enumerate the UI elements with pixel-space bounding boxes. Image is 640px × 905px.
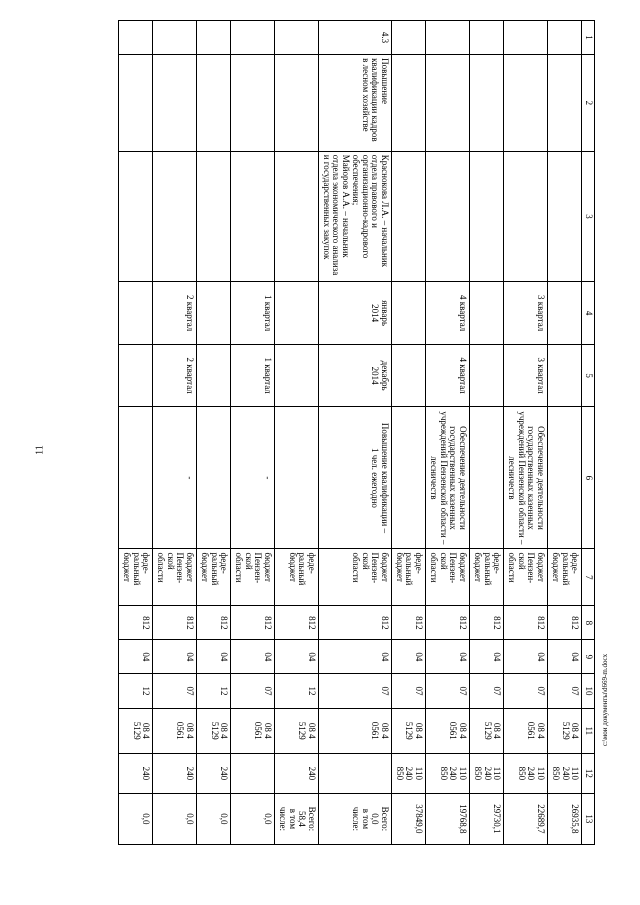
table-cell: 29730,1 bbox=[470, 793, 504, 844]
table-cell: 04 bbox=[153, 640, 197, 674]
table-cell: феде- ральный бюджет bbox=[470, 549, 504, 606]
table-cell: 2 квартал bbox=[153, 344, 197, 407]
table-cell: 110 240 850 bbox=[392, 754, 426, 794]
table-cell bbox=[504, 21, 548, 55]
table-row bbox=[319, 21, 392, 845]
column-number-cell: 1 bbox=[582, 21, 595, 55]
table-cell: 240 bbox=[119, 754, 153, 794]
table-cell: 110 240 850 bbox=[470, 754, 504, 794]
table-cell bbox=[548, 407, 582, 549]
table-cell: 08 4 0561 bbox=[231, 708, 275, 753]
table-cell: Обеспечение деятельности государственных казенных учреждений Пензенской области – лесничеств bbox=[504, 407, 548, 549]
table-cell: 04 bbox=[319, 640, 392, 674]
table-cell: 07 bbox=[548, 674, 582, 708]
table-cell: 12 bbox=[119, 674, 153, 708]
budget-table bbox=[118, 20, 595, 845]
table-row bbox=[504, 21, 548, 845]
table-cell bbox=[548, 21, 582, 55]
table-cell bbox=[275, 344, 319, 407]
table-cell: Всего: 58,4 в том числе: bbox=[275, 793, 319, 844]
footer-file-path: c:\мои документы\d669-m.docx bbox=[601, 653, 609, 747]
table-cell bbox=[392, 344, 426, 407]
table-cell: 240 bbox=[153, 754, 197, 794]
table-cell bbox=[392, 55, 426, 152]
table-cell bbox=[119, 344, 153, 407]
table-cell bbox=[275, 21, 319, 55]
table-cell: феде- ральный бюджет bbox=[275, 549, 319, 606]
column-number-cell: 5 bbox=[582, 344, 595, 407]
table-cell: 07 bbox=[470, 674, 504, 708]
table-cell bbox=[426, 55, 470, 152]
table-cell bbox=[504, 151, 548, 282]
table-cell bbox=[426, 151, 470, 282]
table-cell: 812 bbox=[119, 606, 153, 640]
table-cell bbox=[275, 55, 319, 152]
table-cell: Повышение квалификации – 1 чел. ежегодно bbox=[319, 407, 392, 549]
column-number-cell: 11 bbox=[582, 708, 595, 753]
table-cell: 812 bbox=[275, 606, 319, 640]
table-cell bbox=[231, 21, 275, 55]
table-cell: 07 bbox=[504, 674, 548, 708]
table-cell bbox=[119, 21, 153, 55]
table-cell: 04 bbox=[197, 640, 231, 674]
table-cell bbox=[392, 407, 426, 549]
table-cell: бюджет Пензен- ской области bbox=[153, 549, 197, 606]
table-cell: 0,0 bbox=[153, 793, 197, 844]
table-cell: 04 bbox=[504, 640, 548, 674]
table-cell bbox=[153, 55, 197, 152]
table-cell: бюджет Пензен- ской области bbox=[231, 549, 275, 606]
table-cell: 04 bbox=[119, 640, 153, 674]
table-cell: 4.3 bbox=[319, 21, 392, 55]
table-cell bbox=[504, 55, 548, 152]
table-cell: 08 4 0561 bbox=[504, 708, 548, 753]
column-number-cell: 10 bbox=[582, 674, 595, 708]
table-cell: Краснокова Л.А. – начальник отдела правового и организационно-кадрового обеспечения; Майоров А.А. – начальник отдела экономического анализа и государственных закупок bbox=[319, 151, 392, 282]
table-cell: 08 4 5129 bbox=[197, 708, 231, 753]
table-cell bbox=[197, 21, 231, 55]
table-cell: 812 bbox=[153, 606, 197, 640]
table-cell bbox=[119, 282, 153, 345]
table-cell: 07 bbox=[319, 674, 392, 708]
table-row bbox=[392, 21, 426, 845]
table-cell: 4 квартал bbox=[426, 344, 470, 407]
table-row bbox=[470, 21, 504, 845]
table-cell: 0,0 bbox=[231, 793, 275, 844]
table-cell: 04 bbox=[426, 640, 470, 674]
table-cell: 4 квартал bbox=[426, 282, 470, 345]
table-cell: бюджет Пензен- ской области bbox=[426, 549, 470, 606]
table-cell bbox=[392, 282, 426, 345]
table-cell: 110 240 850 bbox=[426, 754, 470, 794]
table-cell: 08 4 0561 bbox=[319, 708, 392, 753]
table-cell bbox=[153, 21, 197, 55]
table-cell bbox=[392, 151, 426, 282]
table-cell: феде- ральный бюджет bbox=[392, 549, 426, 606]
table-cell: декабрь 2014 bbox=[319, 344, 392, 407]
table-cell: - bbox=[231, 407, 275, 549]
column-number-cell: 2 bbox=[582, 55, 595, 152]
table-cell: 1 квартал bbox=[231, 344, 275, 407]
table-cell bbox=[119, 407, 153, 549]
table-cell: январь 2014 bbox=[319, 282, 392, 345]
column-number-cell: 9 bbox=[582, 640, 595, 674]
table-cell bbox=[197, 282, 231, 345]
table-cell: 812 bbox=[392, 606, 426, 640]
table-row bbox=[197, 21, 231, 845]
table-cell bbox=[470, 151, 504, 282]
page-number: 11 bbox=[34, 445, 46, 455]
table-cell: 08 4 5129 bbox=[275, 708, 319, 753]
table-cell bbox=[548, 282, 582, 345]
table-cell: 07 bbox=[153, 674, 197, 708]
table-row bbox=[231, 21, 275, 845]
table-cell: 26935,8 bbox=[548, 793, 582, 844]
table-cell: 08 4 5129 bbox=[392, 708, 426, 753]
rotated-table-container bbox=[65, 20, 595, 845]
table-cell: 22689,7 bbox=[504, 793, 548, 844]
table-cell: 04 bbox=[231, 640, 275, 674]
table-cell bbox=[231, 754, 275, 794]
table-cell bbox=[392, 21, 426, 55]
column-number-cell: 4 bbox=[582, 282, 595, 345]
table-cell bbox=[470, 407, 504, 549]
table-cell bbox=[319, 754, 392, 794]
table-cell: 04 bbox=[392, 640, 426, 674]
column-number-cell: 3 bbox=[582, 151, 595, 282]
table-cell: 07 bbox=[231, 674, 275, 708]
table-cell bbox=[197, 55, 231, 152]
table-cell bbox=[548, 55, 582, 152]
table-cell bbox=[119, 151, 153, 282]
table-cell: 240 bbox=[275, 754, 319, 794]
table-cell bbox=[119, 55, 153, 152]
table-cell bbox=[470, 344, 504, 407]
table-cell: Обеспечение деятельности государственных казенных учреждений Пензенской области – лесничеств bbox=[426, 407, 470, 549]
table-cell: 812 bbox=[319, 606, 392, 640]
table-cell: Всего: 0,0 в том числе: bbox=[319, 793, 392, 844]
table-cell bbox=[197, 344, 231, 407]
table-cell: 0,0 bbox=[197, 793, 231, 844]
table-cell: 08 4 0561 bbox=[153, 708, 197, 753]
table-cell bbox=[470, 55, 504, 152]
table-cell bbox=[470, 21, 504, 55]
table-cell: 2 квартал bbox=[153, 282, 197, 345]
table-cell: 812 bbox=[504, 606, 548, 640]
table-cell: бюджет Пензен- ской области bbox=[504, 549, 548, 606]
table-cell: 04 bbox=[470, 640, 504, 674]
table-cell: Повышение квалификации кадров в лесном хозяйстве bbox=[319, 55, 392, 152]
table-cell: 3 квартал bbox=[504, 282, 548, 345]
table-cell: 37849,0 bbox=[392, 793, 426, 844]
column-number-cell: 8 bbox=[582, 606, 595, 640]
table-cell: 240 bbox=[197, 754, 231, 794]
table-cell: 812 bbox=[197, 606, 231, 640]
table-cell: 08 4 5129 bbox=[548, 708, 582, 753]
table-cell: 812 bbox=[470, 606, 504, 640]
table-cell: 07 bbox=[392, 674, 426, 708]
column-number-cell: 7 bbox=[582, 549, 595, 606]
table-cell: феде- ральный бюджет bbox=[548, 549, 582, 606]
table-cell: 07 bbox=[426, 674, 470, 708]
table-cell bbox=[153, 151, 197, 282]
table-cell: 12 bbox=[275, 674, 319, 708]
table-cell: - bbox=[153, 407, 197, 549]
table-cell: 0,0 bbox=[119, 793, 153, 844]
table-cell: 08 4 5129 bbox=[470, 708, 504, 753]
table-cell: 3 квартал bbox=[504, 344, 548, 407]
table-cell: 04 bbox=[275, 640, 319, 674]
table-cell bbox=[548, 344, 582, 407]
table-cell bbox=[426, 21, 470, 55]
table-cell bbox=[197, 407, 231, 549]
table-cell bbox=[197, 151, 231, 282]
table-cell bbox=[275, 151, 319, 282]
table-cell: 110 240 850 bbox=[548, 754, 582, 794]
table-cell: 812 bbox=[548, 606, 582, 640]
table-cell: 812 bbox=[231, 606, 275, 640]
table-cell bbox=[470, 282, 504, 345]
column-number-cell: 6 bbox=[582, 407, 595, 549]
table-cell: 12 bbox=[197, 674, 231, 708]
column-number-cell: 13 bbox=[582, 793, 595, 844]
table-cell: 08 4 0561 bbox=[426, 708, 470, 753]
table-row bbox=[119, 21, 153, 845]
table-cell: 812 bbox=[426, 606, 470, 640]
header-row bbox=[582, 21, 595, 845]
table-row bbox=[153, 21, 197, 845]
table-cell: 19768,8 bbox=[426, 793, 470, 844]
table-cell bbox=[275, 282, 319, 345]
table-cell bbox=[275, 407, 319, 549]
table-cell bbox=[231, 151, 275, 282]
table-cell: 04 bbox=[548, 640, 582, 674]
column-number-cell: 12 bbox=[582, 754, 595, 794]
table-row bbox=[426, 21, 470, 845]
table-cell: бюджет Пензен- ской области bbox=[319, 549, 392, 606]
table-cell: феде- ральный бюджет bbox=[197, 549, 231, 606]
table-cell: 1 квартал bbox=[231, 282, 275, 345]
table-cell bbox=[231, 55, 275, 152]
table-cell bbox=[548, 151, 582, 282]
table-row bbox=[275, 21, 319, 845]
table-cell: феде- ральный бюджет bbox=[119, 549, 153, 606]
table-row bbox=[548, 21, 582, 845]
table-cell: 08 4 5129 bbox=[119, 708, 153, 753]
table-cell: 110 240 850 bbox=[504, 754, 548, 794]
